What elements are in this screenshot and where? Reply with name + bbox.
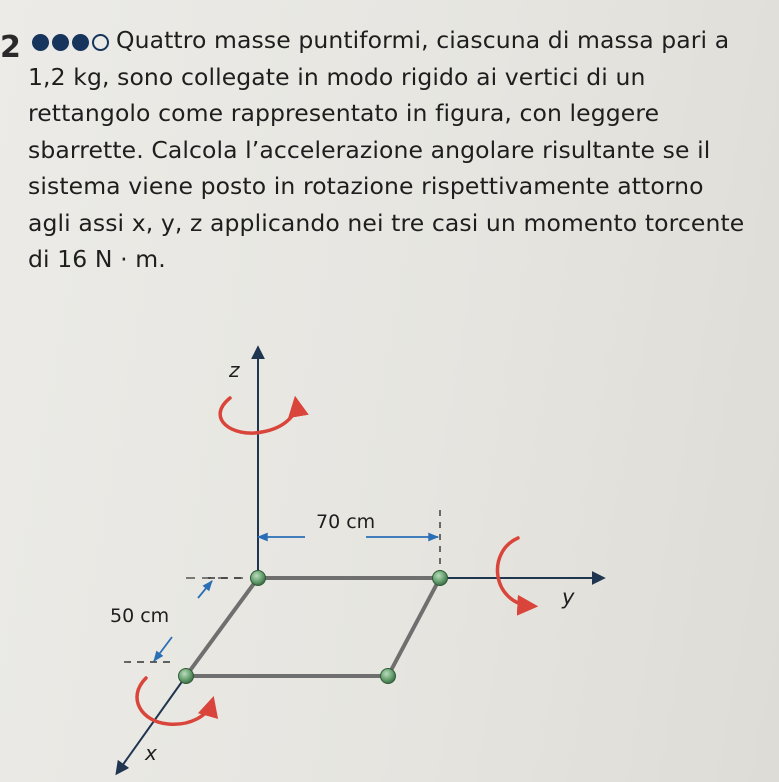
point-mass [251, 571, 266, 586]
point-mass [179, 669, 194, 684]
width-dimension-bottom-arrow [154, 637, 172, 661]
x-rotation-arrow-icon [137, 678, 212, 724]
z-axis-label: z [229, 358, 240, 382]
x-axis-label: x [145, 741, 157, 765]
rectangle-rods [186, 578, 440, 676]
width-dimension-top-arrow [198, 581, 212, 598]
y-rotation-arrow-icon [497, 538, 532, 606]
width-dimension-label: 50 cm [110, 605, 170, 627]
length-dimension-label: 70 cm [316, 511, 376, 533]
point-mass [433, 571, 448, 586]
y-axis-label: y [562, 585, 575, 609]
problem-number: 2 [0, 30, 21, 65]
rectangle-masses-figure [0, 330, 779, 782]
point-mass [381, 669, 396, 684]
problem-text: Quattro masse puntiformi, ciascuna di massa pari a 1,2 kg, sono collegate in modo rigido ai vertici di un rettangolo come rappresentato in figura, con leggere sbarrette. Calcola l’accelerazione angolare risultante se il sistema viene posto in rotazione rispettivamente attorno agli assi x, y, z applicando nei tre casi un momento torcente di 16 N · m. [28, 26, 745, 273]
